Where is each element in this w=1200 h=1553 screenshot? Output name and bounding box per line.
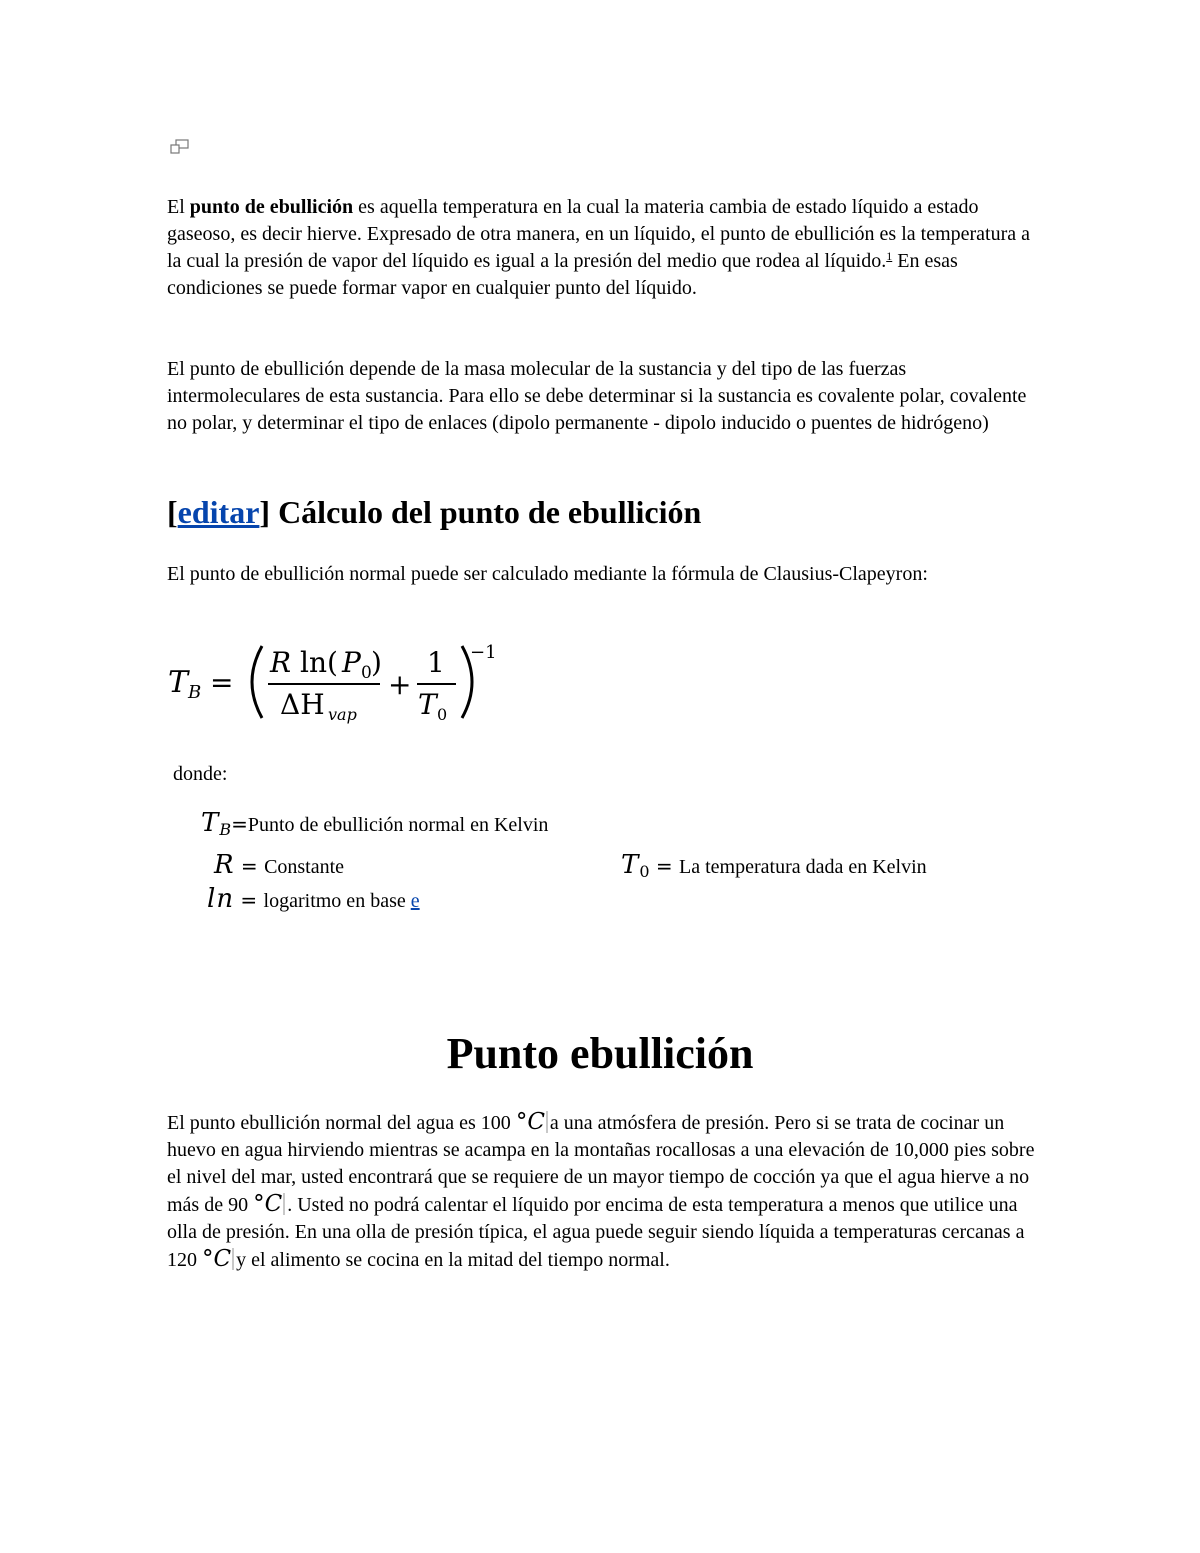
main-title: Punto ebullición [446, 1029, 754, 1078]
svg-text:ΔH: ΔH [280, 688, 325, 721]
celsius-symbol: °C [202, 1246, 232, 1272]
svg-text:ln(: ln( [300, 646, 338, 679]
enlarge-icon[interactable] [170, 139, 190, 155]
svg-text:0: 0 [361, 663, 372, 683]
term-bold: punto de ebullición [189, 196, 354, 218]
svg-text:vap: vap [328, 705, 357, 724]
svg-text:R: R [270, 646, 292, 679]
svg-text:1: 1 [427, 646, 445, 679]
celsius-symbol: °C [515, 1109, 545, 1135]
molecular-paragraph: El punto de ebullición depende de la masa molecular de la sustancia y del tipo de las fuerzas intermoleculares de esta sustancia. Para ello se debe determinar si la sustancia es covalente polar, covalente no polar, y determinar el tipo de enlaces (dipolo permanente - dipolo inducido o puentes de hidrógeno) [167, 358, 1027, 434]
definition-t0: $T_0 = La$ temperatura dada en Kelvin [621, 850, 927, 881]
water-paragraph: El punto ebullición normal del agua es 100 °C a una atmósfera de presión. Pero si se trata de cocinar un huevo en agua hirviendo mientras se acampa en la montañas rocallosas a una elevación de 10,000 pies sobre el nivel del mar, usted encontrará que se requiere de un mayor tiempo de cocción ya que el agua hierve a no más de 90 °C . Usted no podrá calentar el líquido por encima de esta temperatura a menos que utilice una olla de presión. En una olla de presión típica, el agua puede seguir siendo líquida a temperaturas cercanas a 120 °C y el alimento se cocina en la mitad del tiempo normal. [167, 1109, 1035, 1272]
svg-text:0: 0 [437, 705, 448, 724]
intro-paragraph: El punto de ebullición es aquella temperatura en la cual la materia cambia de estado líquido a estado gaseoso, es decir hierve. Expresado de otra manera, en un líquido, el punto de ebullición es la temperatura a la cual la presión de vapor del líquido es igual a la presión del medio que rodea al líquido.$^1$ En esas condiciones se puede formar vapor en cualquier punto del líquido. [167, 196, 1031, 299]
svg-text:P: P [342, 646, 361, 679]
svg-text:): ) [371, 646, 382, 679]
svg-text:B: B [188, 682, 202, 703]
svg-text:+: + [388, 668, 412, 701]
definition-r: R = Constante [214, 850, 345, 880]
svg-text:T: T [168, 665, 189, 700]
svg-text:−1: −1 [470, 642, 497, 663]
section-heading: [editar] Cálculo del punto de ebullición [167, 494, 702, 530]
definition-ln: ln = logaritmo en base e [207, 884, 420, 914]
footnote-ref[interactable]: 1 [886, 249, 893, 263]
clausius-clapeyron-formula [166, 636, 506, 726]
donde-label: donde: [173, 763, 228, 785]
edit-link[interactable]: editar [177, 494, 260, 530]
celsius-symbol: °C [253, 1191, 283, 1217]
svg-text:T: T [418, 688, 437, 721]
definition-tb: $T_B=Punto$ de ebullición normal en Kelvin [201, 808, 549, 839]
section-paragraph: El punto de ebullición normal puede ser calculado mediante la fórmula de Clausius-Clapeyron: [167, 563, 928, 585]
svg-text:=: = [210, 666, 234, 699]
e-link[interactable]: e [410, 890, 420, 912]
